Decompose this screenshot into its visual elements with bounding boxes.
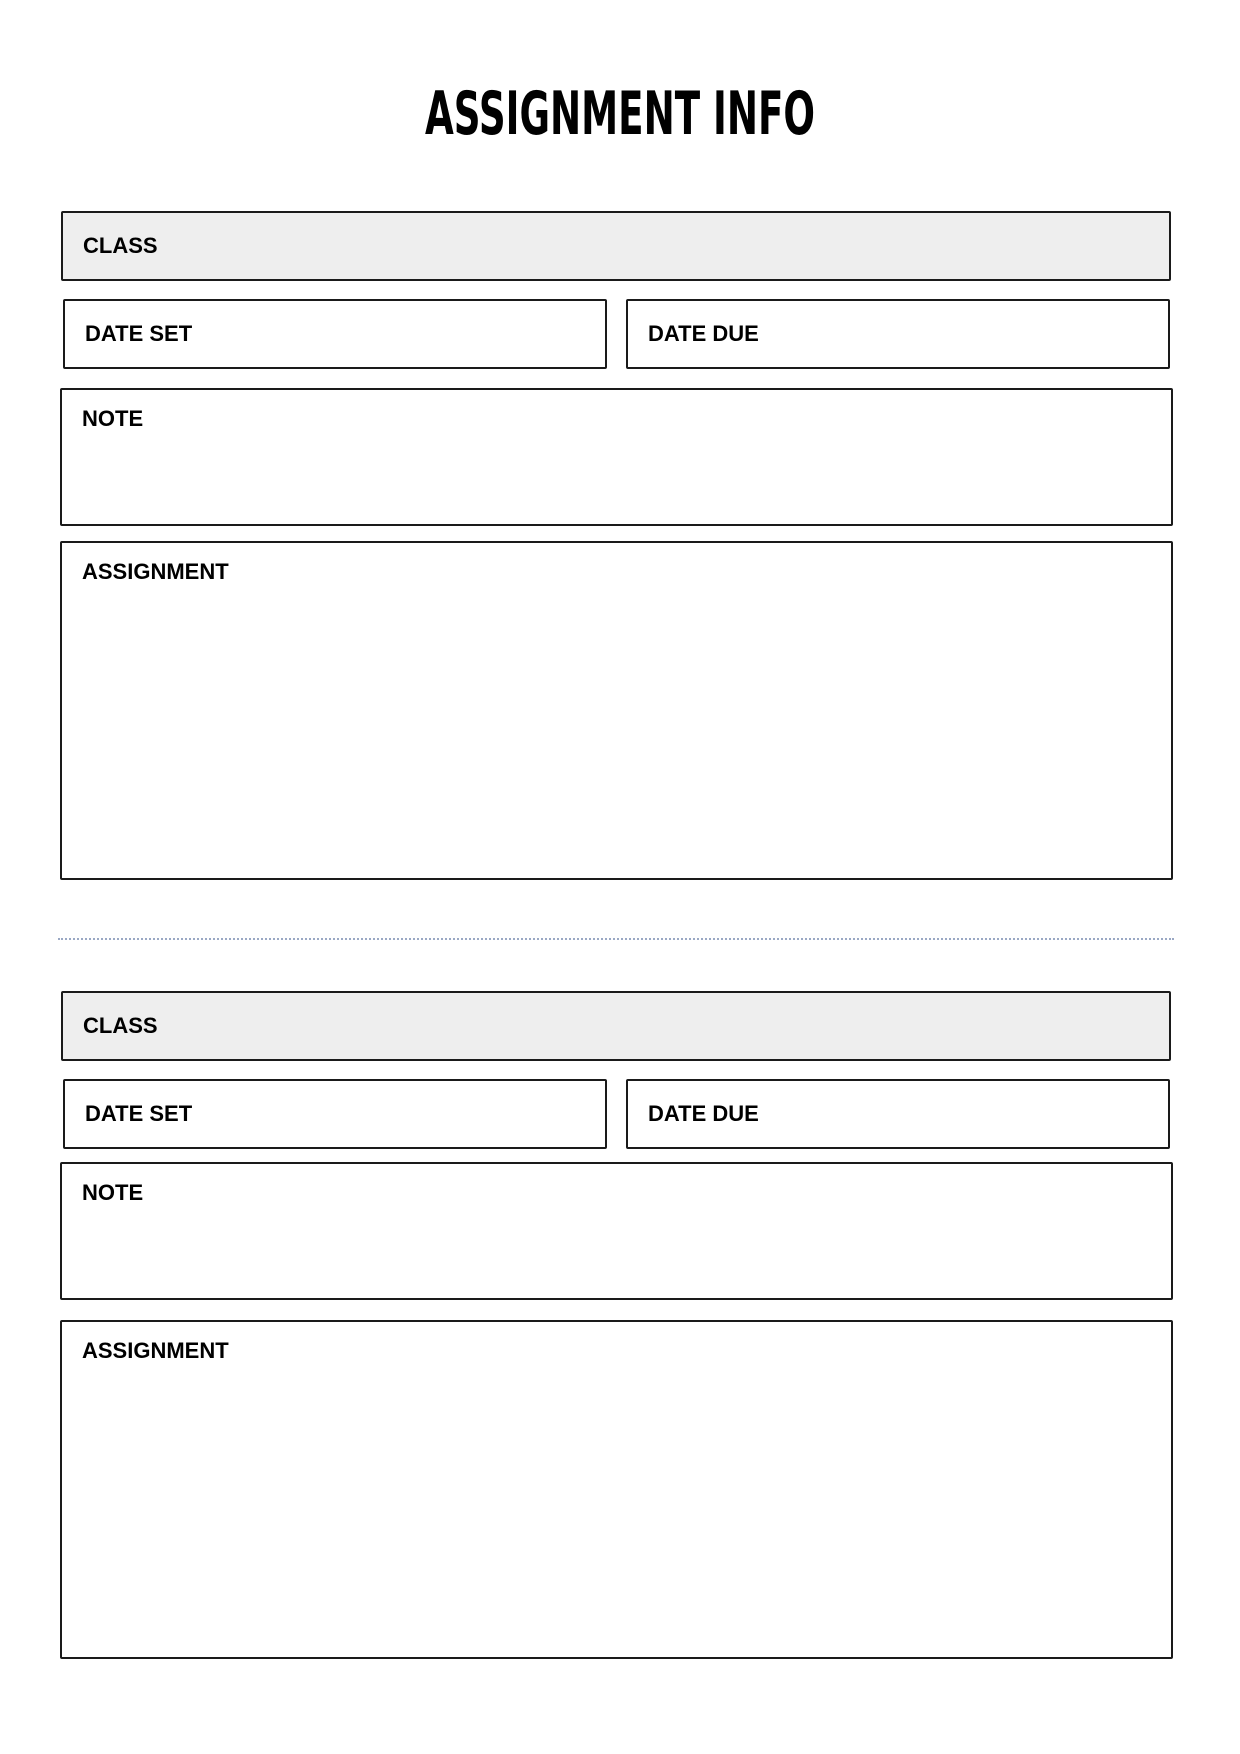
date-due-field[interactable] — [626, 1079, 1170, 1149]
page-title: ASSIGNMENT INFO — [424, 79, 816, 149]
note-label: NOTE — [82, 406, 144, 431]
date-due-label: DATE DUE — [648, 321, 759, 346]
class-field[interactable] — [61, 211, 1171, 281]
class-field[interactable] — [61, 991, 1171, 1061]
assignment-label: ASSIGNMENT — [82, 1338, 229, 1363]
date-set-label: DATE SET — [85, 1101, 193, 1126]
date-due-label: DATE DUE — [648, 1101, 759, 1126]
date-due-field[interactable] — [626, 299, 1170, 369]
date-set-field[interactable] — [63, 299, 607, 369]
cut-line-divider — [58, 938, 1174, 940]
note-field[interactable] — [60, 388, 1173, 526]
class-label: CLASS — [83, 1013, 158, 1038]
assignment-field[interactable] — [60, 541, 1173, 880]
note-field[interactable] — [60, 1162, 1173, 1300]
date-set-field[interactable] — [63, 1079, 607, 1149]
assignment-field[interactable] — [60, 1320, 1173, 1659]
note-label: NOTE — [82, 1180, 144, 1205]
assignment-label: ASSIGNMENT — [82, 559, 229, 584]
class-label: CLASS — [83, 233, 158, 258]
date-set-label: DATE SET — [85, 321, 193, 346]
